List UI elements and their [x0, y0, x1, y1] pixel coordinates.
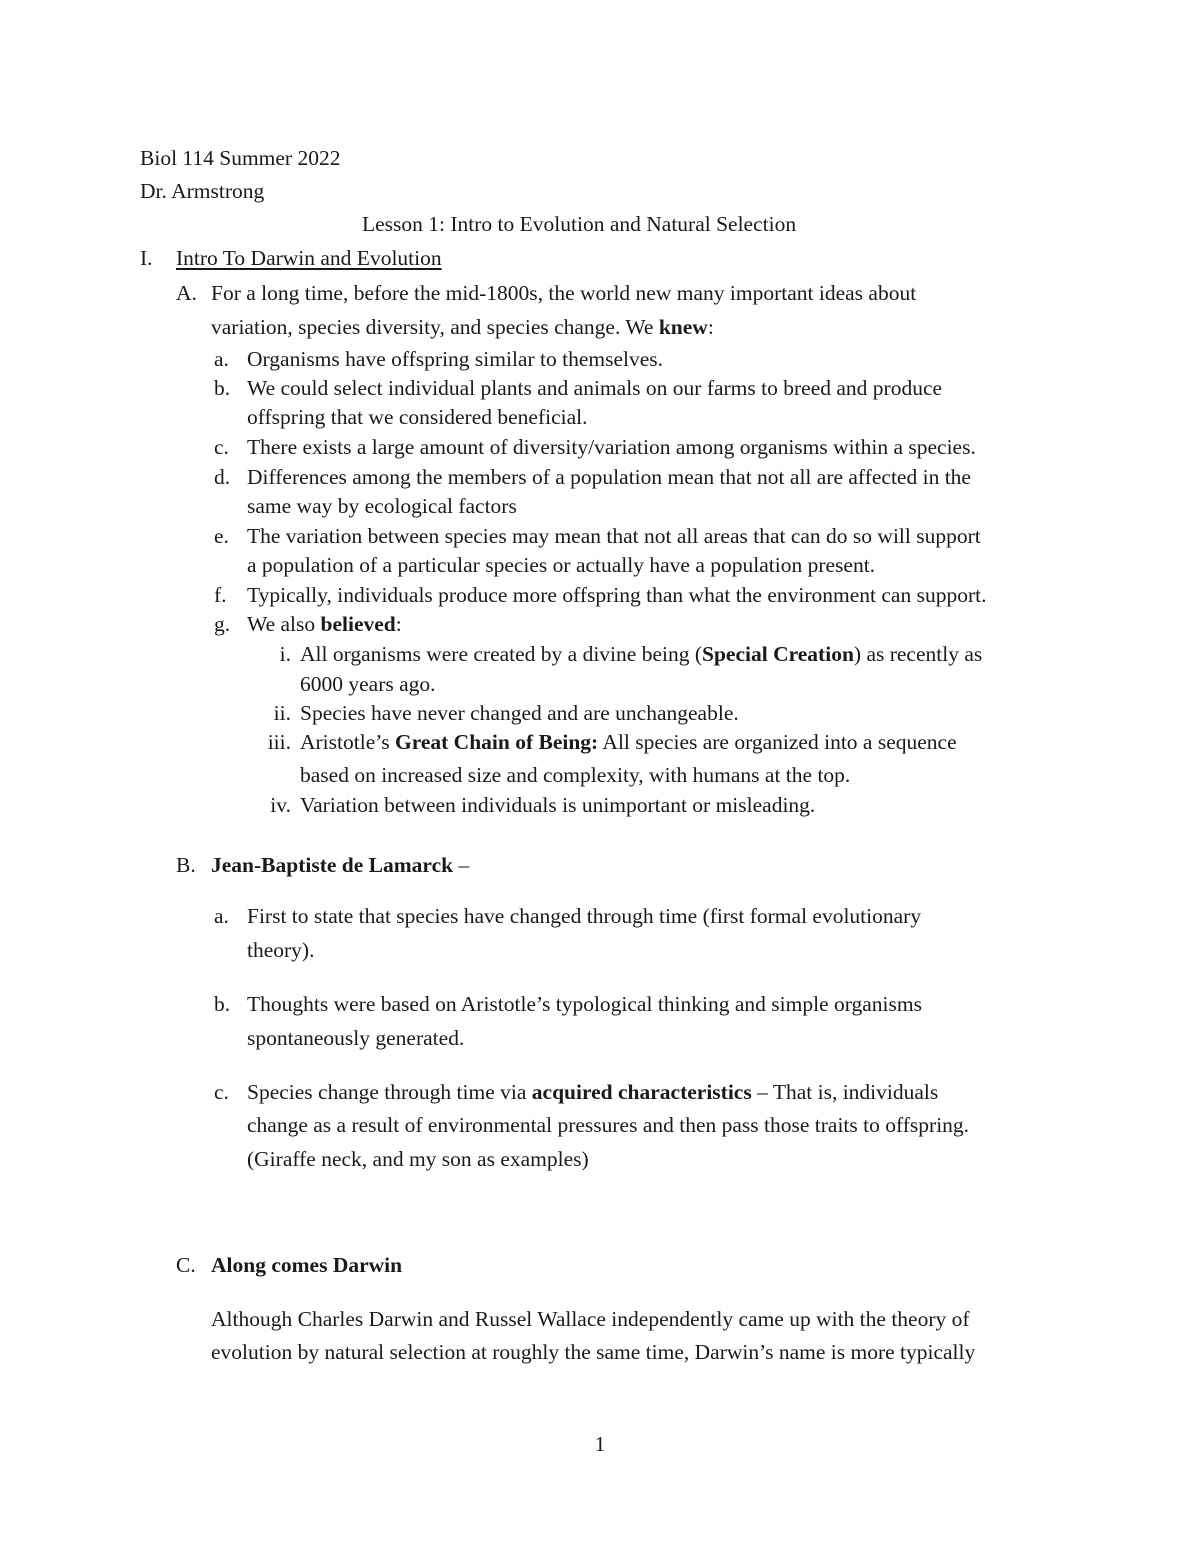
item-C-marker: C. — [176, 1253, 196, 1277]
item-Ad-line1: Differences among the members of a population mean that not all are affected in the — [247, 465, 971, 489]
belief-i-line1: All organisms were created by a divine being (Special Creation) as recently as — [300, 642, 983, 666]
section-I-marker: I. — [140, 246, 153, 270]
item-Ab-line1: We could select individual plants and animals on our farms to breed and produce — [247, 376, 943, 400]
item-Ad-marker: d. — [214, 465, 231, 489]
item-Ae-line2: a population of a particular species or actually have a population present. — [247, 553, 876, 577]
item-Bb-line2: spontaneously generated. — [247, 1026, 465, 1050]
item-Bc-line1: Species change through time via acquired characteristics – That is, individuals — [247, 1080, 939, 1104]
item-Ac-marker: c. — [214, 435, 229, 459]
item-C-para-line2: evolution by natural selection at roughly the same time, Darwin’s name is more typically — [211, 1340, 976, 1364]
item-Bc-line3: (Giraffe neck, and my son as examples) — [247, 1147, 589, 1171]
item-Bc-line2: change as a result of environmental pressures and then pass those traits to offspring. — [247, 1113, 970, 1137]
item-Bc-marker: c. — [214, 1080, 229, 1104]
item-Ab-line2: offspring that we considered beneficial. — [247, 405, 588, 429]
item-A-line2: variation, species diversity, and species change. We knew: — [211, 315, 714, 339]
belief-ii-text: Species have never changed and are unchangeable. — [300, 701, 739, 725]
item-Ag-text: We also believed: — [247, 612, 402, 636]
belief-iv-marker: iv. — [270, 793, 291, 817]
item-B-heading: Jean-Baptiste de Lamarck – — [211, 853, 470, 877]
item-Af-marker: f. — [214, 583, 227, 607]
item-A-marker: A. — [176, 281, 197, 305]
instructor-name: Dr. Armstrong — [140, 179, 265, 203]
item-Ad-line2: same way by ecological factors — [247, 494, 517, 518]
item-Ba-marker: a. — [214, 904, 229, 928]
page-number: 1 — [594, 1432, 606, 1456]
belief-i-line2: 6000 years ago. — [300, 672, 436, 696]
item-Ba-line2: theory). — [247, 938, 315, 962]
belief-ii-marker: ii. — [273, 701, 291, 725]
lesson-title: Lesson 1: Intro to Evolution and Natural Selection — [362, 212, 797, 236]
item-C-para-line1: Although Charles Darwin and Russel Wallace independently came up with the theory of — [211, 1307, 970, 1331]
item-A-line1: For a long time, before the mid-1800s, the world new many important ideas about — [211, 281, 917, 305]
item-Ab-marker: b. — [214, 376, 231, 400]
item-Af-text: Typically, individuals produce more offspring than what the environment can support. — [247, 583, 987, 607]
item-Aa-text: Organisms have offspring similar to themselves. — [247, 347, 664, 371]
belief-iv-text: Variation between individuals is unimportant or misleading. — [300, 793, 816, 817]
item-Ae-marker: e. — [214, 524, 229, 548]
belief-iii-line1: Aristotle’s Great Chain of Being: All species are organized into a sequence — [300, 730, 957, 754]
item-Ba-line1: First to state that species have changed through time (first formal evolutionary — [247, 904, 922, 928]
belief-i-marker: i. — [279, 642, 291, 666]
item-Bb-marker: b. — [214, 992, 231, 1016]
item-Ag-marker: g. — [214, 612, 231, 636]
item-Ac-text: There exists a large amount of diversity/variation among organisms within a species. — [247, 435, 976, 459]
section-I-heading: Intro To Darwin and Evolution — [176, 246, 442, 270]
item-Aa-marker: a. — [214, 347, 229, 371]
belief-iii-line2: based on increased size and complexity, with humans at the top. — [300, 763, 851, 787]
item-B-marker: B. — [176, 853, 196, 877]
item-Bb-line1: Thoughts were based on Aristotle’s typological thinking and simple organisms — [247, 992, 922, 1016]
course-title: Biol 114 Summer 2022 — [140, 146, 341, 170]
item-Ae-line1: The variation between species may mean that not all areas that can do so will support — [247, 524, 981, 548]
item-C-heading: Along comes Darwin — [211, 1253, 403, 1277]
belief-iii-marker: iii. — [267, 730, 291, 754]
